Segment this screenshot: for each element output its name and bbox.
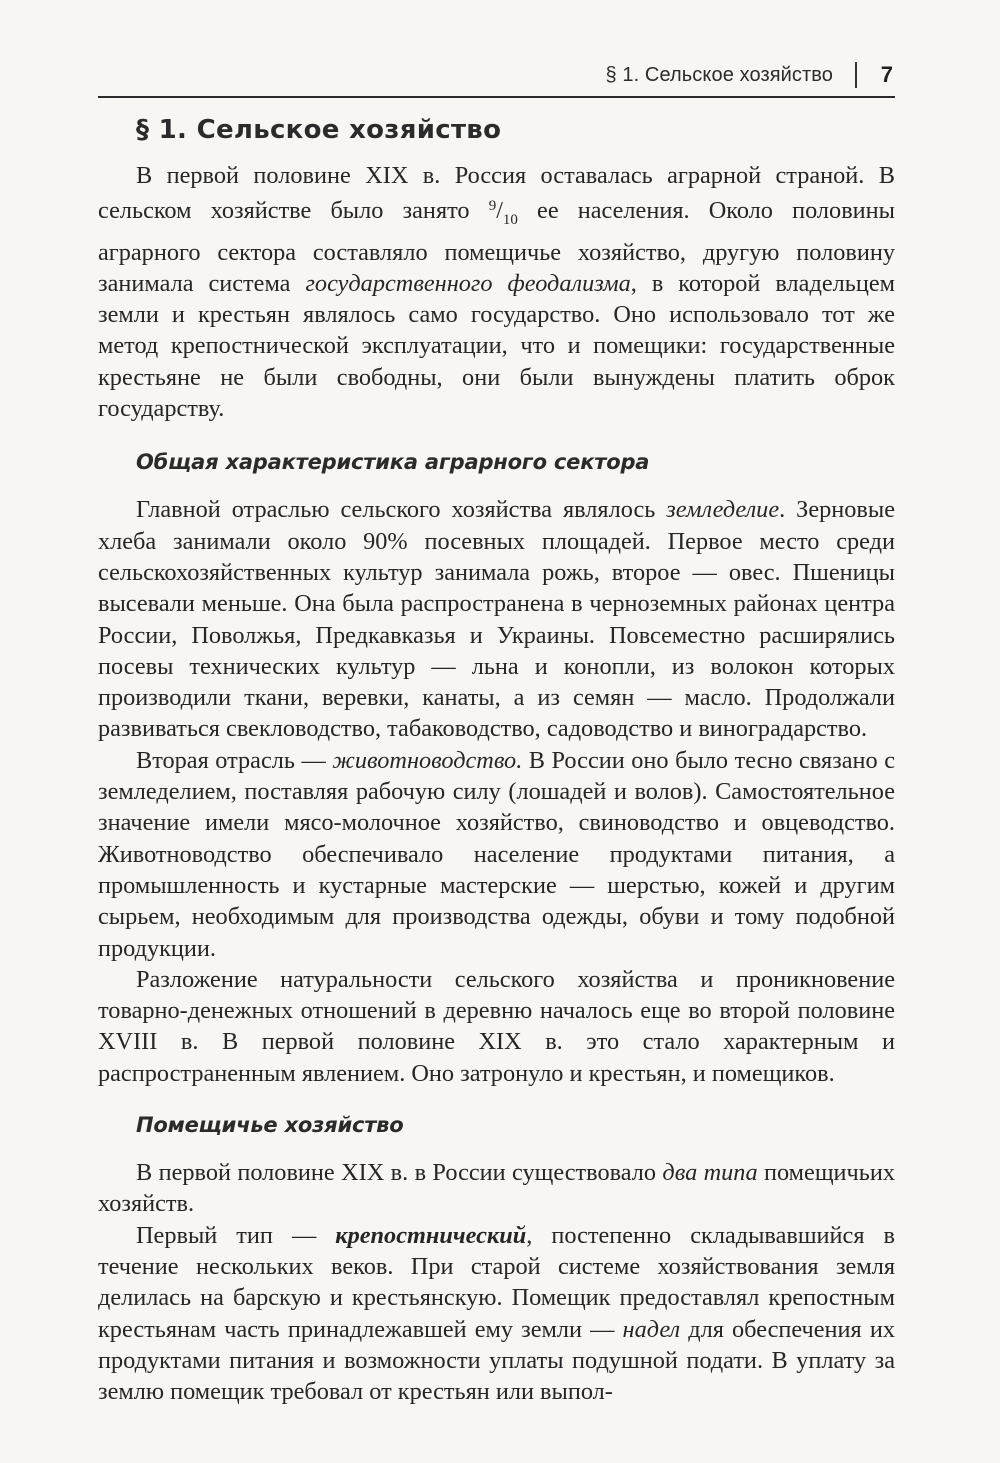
estate-paragraph-1: В первой половине XIX в. в России существовало два типа помещичьих хозяйств. <box>98 1159 895 1218</box>
subheading-estate: Помещичье хозяйство <box>136 1113 404 1138</box>
section-title: § 1. Сельское хозяйство <box>136 115 502 145</box>
header-separator <box>855 62 857 88</box>
agrarian-paragraph-3: Разложение натуральности сельского хозяйства и проникновение товарно-денежных отношений в деревню началось еще во второй половине XVIII в. В первой половине XIX в. это стало характерным и распространенным явлением. Оно затронуло и крестьян, и помещиков. <box>98 965 895 1087</box>
page-content <box>98 108 895 1407</box>
fraction: 9/10 <box>488 198 518 229</box>
running-header <box>98 58 895 98</box>
page-number: 7 <box>880 62 893 87</box>
subheading-agrarian: Общая характеристика аграрного сектора <box>136 450 650 475</box>
running-title: § 1. Сельское хозяйство <box>605 64 833 86</box>
estate-paragraph-2: Первый тип — крепостнический, постепенно складывавшийся в течение нескольких веков. При старой системе хозяйствования земля делилась на барскую и крестьянскую. Помещик предоставлял крепостным крестьянам часть принадлежавшей ему земли — надел для обеспечения их продуктами питания и возможности уплаты подушной подати. В уплату за землю помещик требовал от крестьян или выпол- <box>98 1221 895 1406</box>
intro-paragraph: В первой половине XIX в. Россия оставалась аграрной страной. В сельском хозяйстве было занято 9/10 ее населения. Около половины аграрного сектора составляло помещичье хозяйство, другую половину занимала система государственного феодализма, в которой владельцем земли и крестьян являлось само государство. Оно использовало тот же метод крепостнической эксплуатации, что и помещики: государственные крестьяне не были свободны, они были вынуждены платить оброк государству. <box>98 162 895 423</box>
agrarian-paragraph-1: Главной отраслью сельского хозяйства являлось земледелие. Зерновые хлеба занимали около 90% посевных площадей. Первое место среди сельскохозяйственных культур занимала рожь, второе — овес. Пшеницы высевали меньше. Она была распространена в черноземных районах центра России, Поволжья, Предкавказья и Украины. Повсеместно расширялись посевы технических культур — льна и конопли, из волокон которых производили ткани, веревки, канаты, а из семян — масло. Продолжали развиваться свекловодство, табаководство, садоводство и виноградарство. <box>98 496 895 743</box>
agrarian-paragraph-2: Вторая отрасль — животноводство. В России оно было тесно связано с земледелием, поставляя рабочую силу (лошадей и волов). Самостоятельное значение имели мясо-молочное хозяйство, свиноводство и овцеводство. Животноводство обеспечивало население продуктами питания, а промышленность и кустарные мастерские — шерстью, кожей и другим сырьем, необходимым для производства одежды, обуви и тому подобной продукции. <box>98 746 895 962</box>
